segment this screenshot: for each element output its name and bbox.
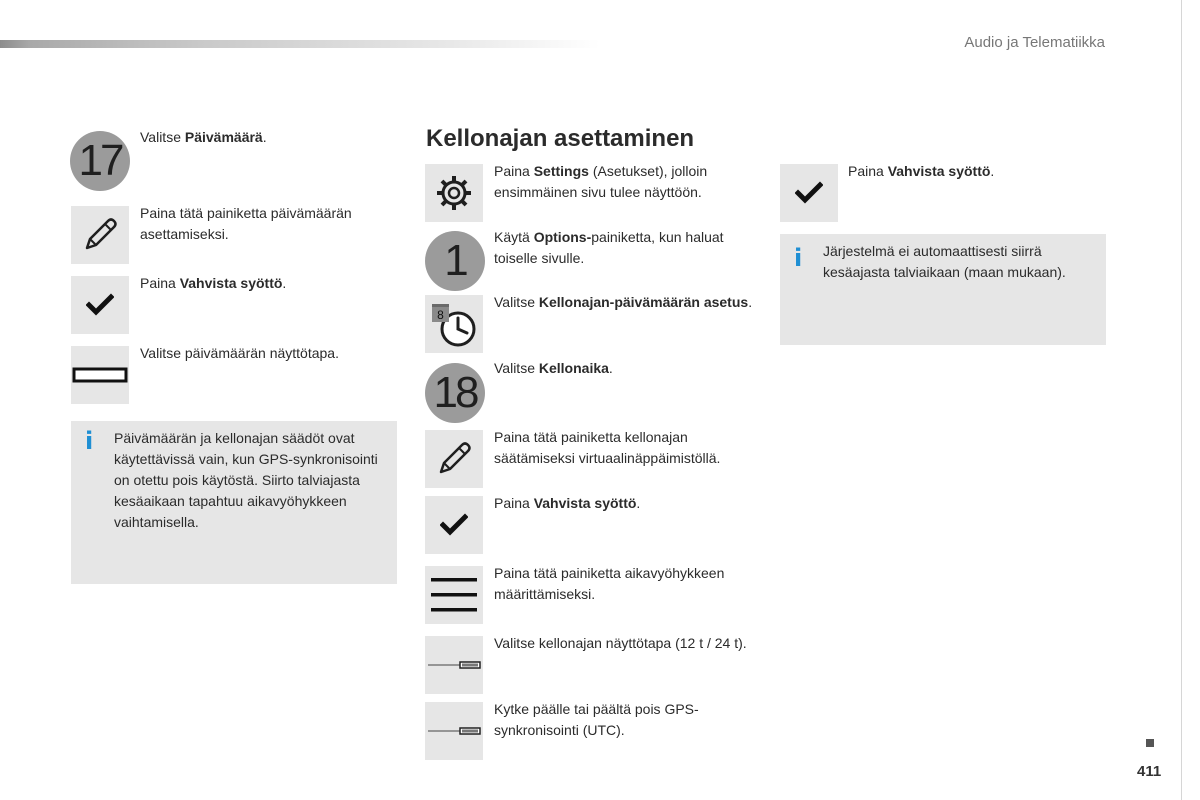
clock-text-bold: Kellonajan-päivämäärän asetus	[538, 294, 749, 310]
settings-text-bold: Settings	[533, 163, 589, 179]
step-1-instruction	[494, 227, 754, 269]
step-1-text-pre: Käytä	[494, 229, 534, 245]
list-menu-icon	[429, 573, 479, 617]
step-1-text-bold: Options-	[533, 229, 592, 245]
checkmark-icon	[795, 181, 823, 205]
timezone-button[interactable]	[425, 566, 483, 624]
step-18-text-post: .	[608, 360, 613, 376]
confirm-time-button[interactable]	[425, 496, 483, 554]
step-18-text-pre: Valitse	[494, 360, 539, 376]
settings-text-post: (Asetukset), jolloin ensimmäinen sivu tulee näyttöön.	[494, 163, 708, 200]
pencil-icon	[433, 438, 475, 480]
settings-text	[494, 161, 754, 203]
edit-date-button[interactable]	[71, 206, 129, 264]
confirm-final-text-post: .	[990, 163, 995, 179]
edit-time-button[interactable]	[425, 430, 483, 488]
page-edge-rule	[1181, 0, 1182, 800]
gps-sync-text: Kytke päälle tai päältä pois GPS-synkronisointi (UTC).	[494, 701, 699, 738]
info-dst-text: Järjestelmä ei automaattisesti siirrä kesäajasta talviaikaan (maan mukaan).	[823, 243, 1066, 280]
step-18-instruction	[494, 358, 754, 379]
header-gradient-bar	[0, 40, 600, 48]
toggle-slider-icon	[426, 657, 482, 673]
step-17-text-pre: Valitse	[140, 129, 185, 145]
checkmark-icon	[86, 293, 114, 317]
confirm-time-text-pre: Paina	[494, 495, 534, 511]
confirm-final-text-pre: Paina	[848, 163, 888, 179]
confirm-final-text	[848, 161, 1108, 182]
confirm-text-post: .	[282, 275, 287, 291]
date-format-button[interactable]	[71, 346, 129, 404]
page-number: 411	[1137, 763, 1162, 780]
step-1-text-post: painiketta, kun haluat toiselle sivulle.	[494, 229, 724, 266]
step-17-number: 17	[78, 136, 122, 185]
step-17-instruction	[140, 127, 380, 148]
settings-text-pre: Paina	[494, 163, 534, 179]
confirm-final-text-bold: Vahvista syöttö	[887, 163, 991, 179]
confirm-text-pre: Paina	[140, 275, 180, 291]
edit-time-text: Paina tätä painiketta kellonajan säätämiseksi virtuaalinäppäimistöllä.	[494, 429, 721, 466]
pencil-icon	[79, 214, 121, 256]
confirm-entry-text	[140, 273, 380, 294]
info-note-text: Päivämäärän ja kellonajan säädöt ovat käytettävissä vain, kun GPS-synkronisointi on otettu pois käytöstä. Siirto talviajasta kesäaikaan tapahtuu aikavyöhykkeen vaihtamisella.	[114, 430, 378, 530]
clock-calendar-icon	[429, 299, 479, 349]
gear-icon	[434, 173, 474, 213]
clock-text-post: .	[748, 294, 753, 310]
edit-date-text: Paina tätä painiketta päivämäärän asettamiseksi.	[140, 205, 352, 242]
calendar-badge-number: 8	[437, 308, 444, 322]
step-1-number: 1	[444, 236, 466, 285]
confirm-text-bold: Vahvista syöttö	[179, 275, 283, 291]
step-1-badge	[425, 231, 485, 291]
clock-date-settings-button[interactable]	[425, 295, 483, 353]
step-18-badge	[425, 363, 485, 423]
step-17-text-bold: Päivämäärä	[184, 129, 263, 145]
confirm-final-button[interactable]	[780, 164, 838, 222]
page-marker	[1146, 739, 1154, 747]
step-18-number: 18	[433, 368, 477, 417]
info-box-dst-note	[780, 234, 1106, 345]
info-icon: i	[85, 427, 94, 455]
info-box-date-note	[71, 421, 397, 584]
settings-button[interactable]	[425, 164, 483, 222]
date-format-text: Valitse päivämäärän näyttötapa.	[140, 345, 339, 361]
confirm-time-text-bold: Vahvista syöttö	[533, 495, 637, 511]
step-17-badge	[70, 131, 130, 191]
clock-format-toggle[interactable]	[425, 636, 483, 694]
confirm-time-text	[494, 493, 754, 514]
display-format-icon	[72, 365, 128, 385]
chapter-title: Audio ja Telematiikka	[964, 34, 1105, 51]
section-heading: Kellonajan asettaminen	[426, 125, 695, 152]
checkmark-icon	[440, 513, 468, 537]
gps-sync-toggle[interactable]	[425, 702, 483, 760]
clock-date-settings-text	[494, 292, 754, 313]
timezone-text: Paina tätä painiketta aikavyöhykkeen määrittämiseksi.	[494, 565, 725, 602]
clock-format-text: Valitse kellonajan näyttötapa (12 t / 24 t).	[494, 635, 747, 651]
toggle-slider-icon	[426, 723, 482, 739]
info-icon: i	[794, 244, 803, 272]
step-17-text-post: .	[262, 129, 267, 145]
confirm-time-text-post: .	[636, 495, 641, 511]
clock-text-pre: Valitse	[494, 294, 539, 310]
step-18-text-bold: Kellonaika	[538, 360, 609, 376]
confirm-entry-button[interactable]	[71, 276, 129, 334]
